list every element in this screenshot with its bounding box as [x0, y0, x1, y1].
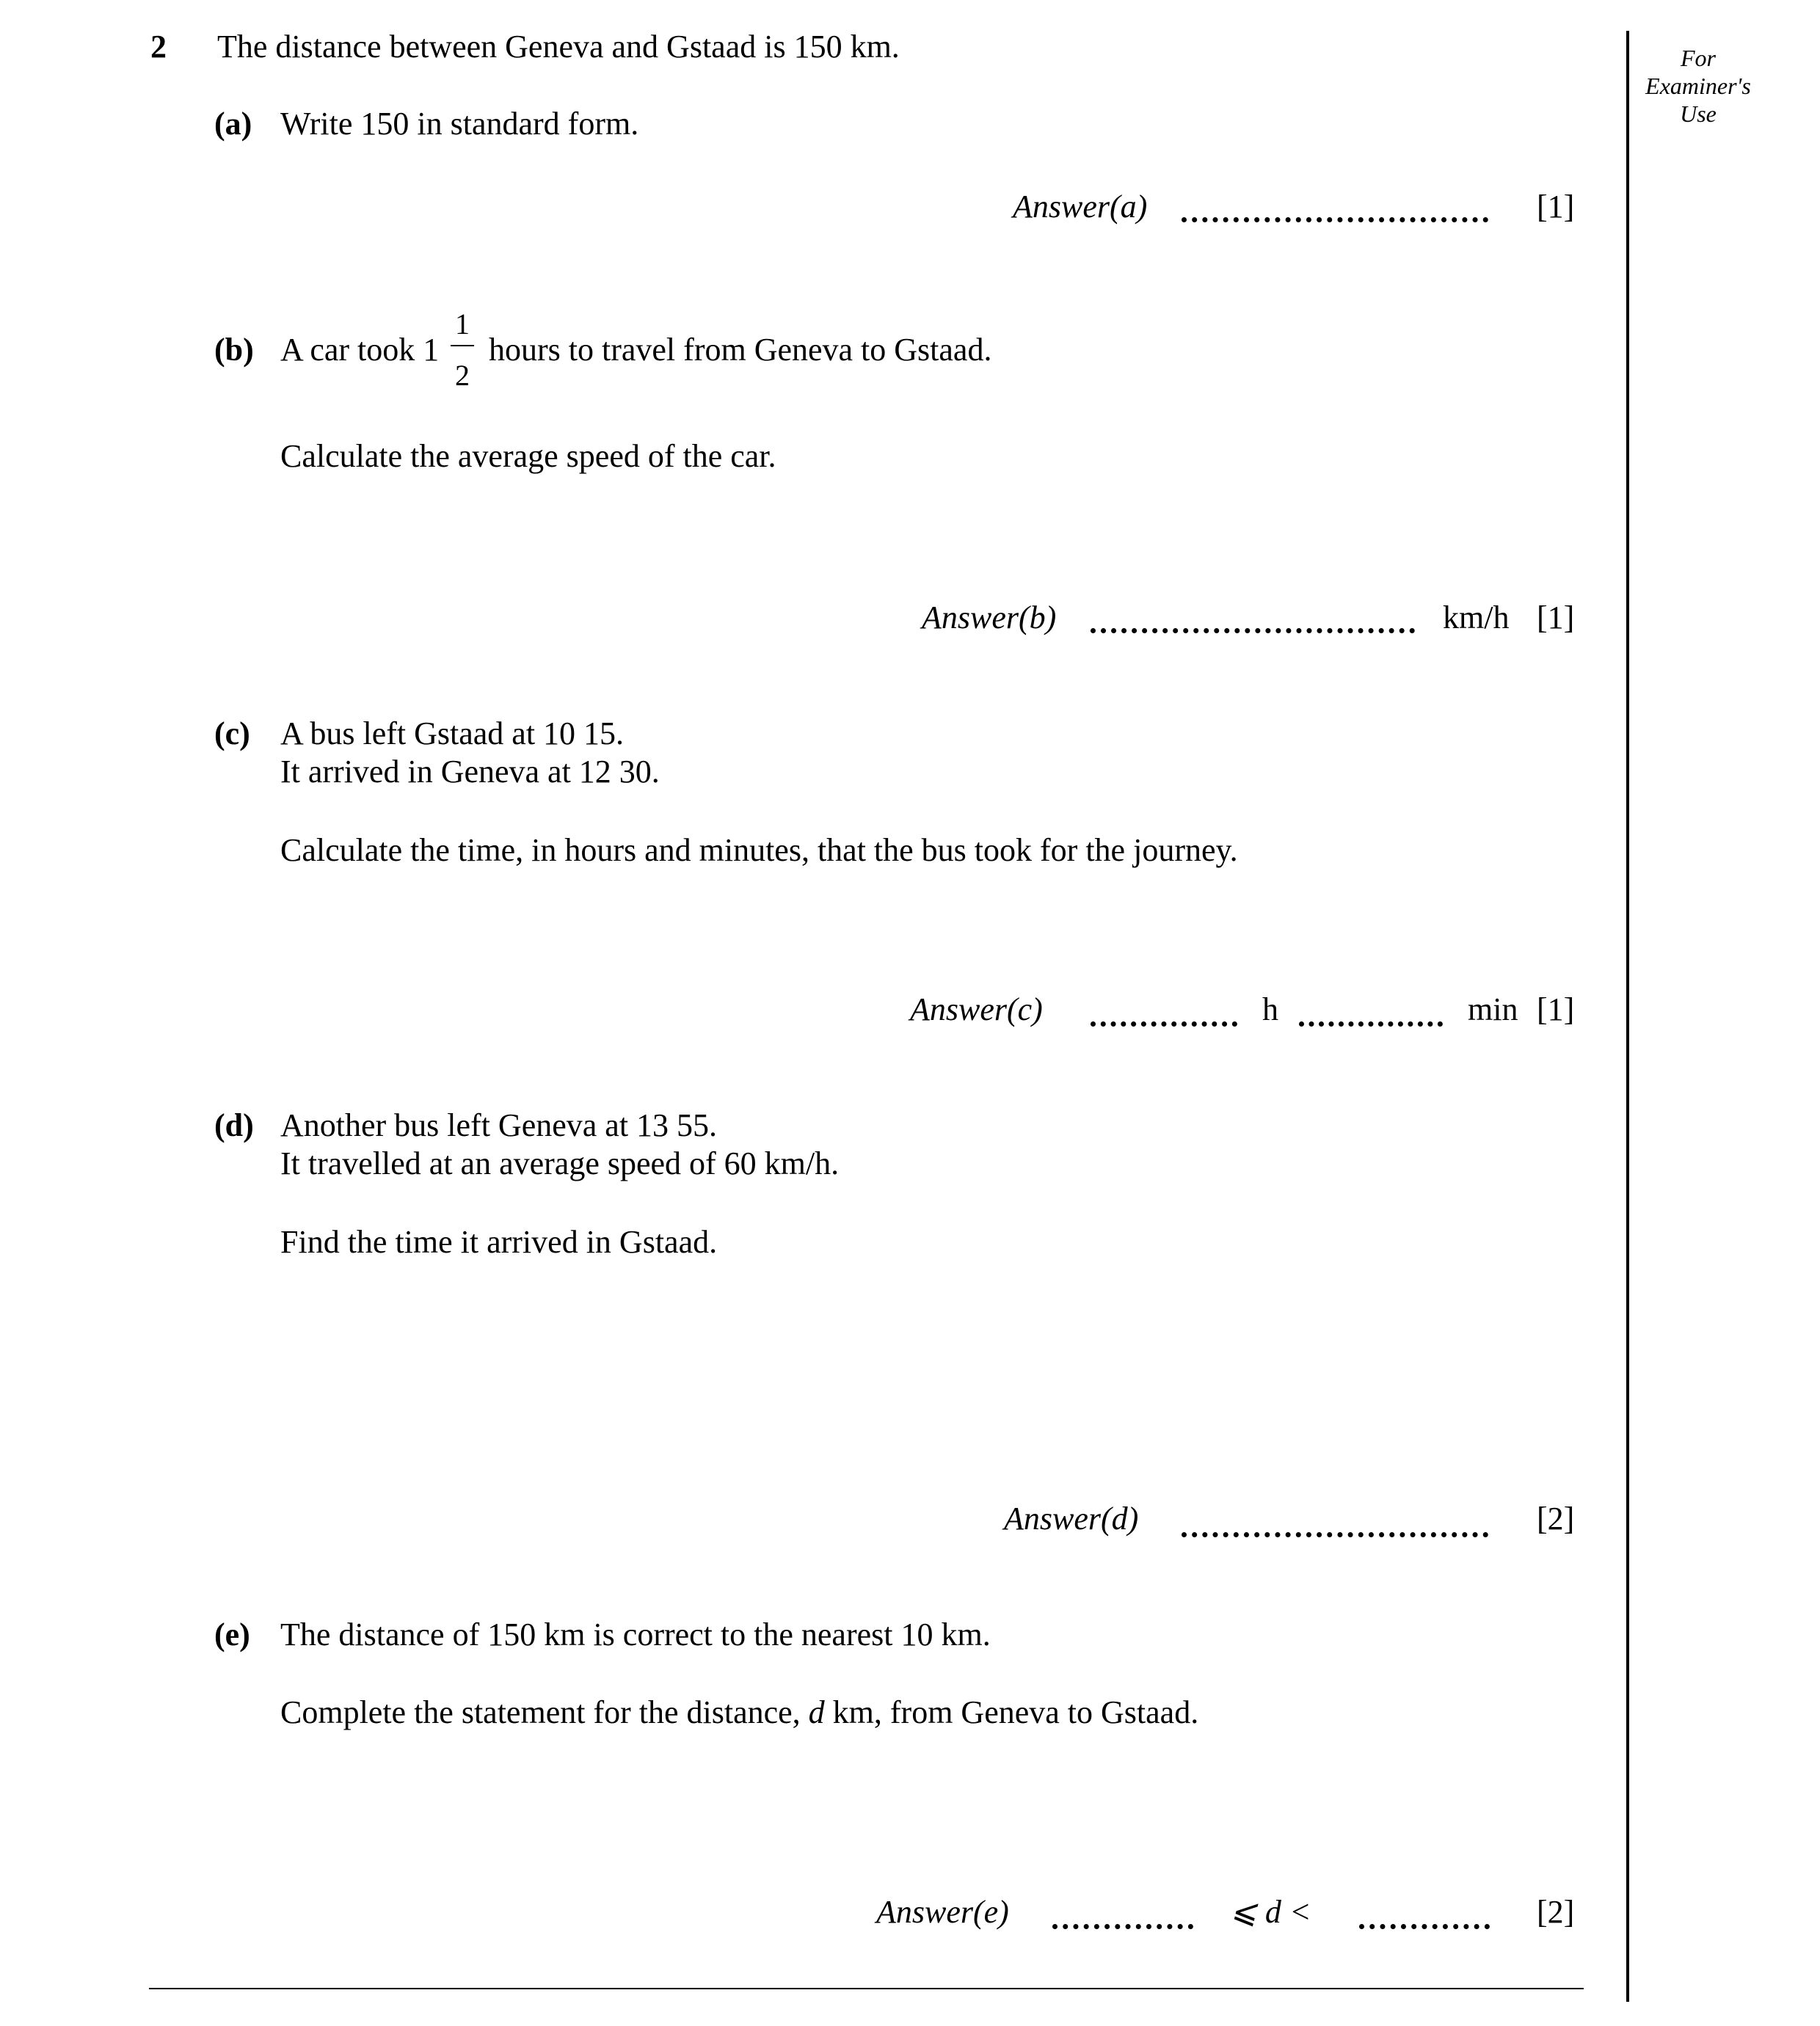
part-c-line-1: A bus left Gstaad at 10 15. [280, 715, 625, 751]
answer-d-label: Answer(d) [1004, 1501, 1139, 1537]
part-b-fraction-numerator: 1 [455, 307, 470, 340]
answer-c-label: Answer(c) [910, 991, 1043, 1027]
question-stem: The distance between Geneva and Gstaad is 150 km. [217, 29, 900, 65]
part-c-marks: [1] [1537, 991, 1575, 1027]
part-d-instruction: Find the time it arrived in Gstaad. [280, 1224, 718, 1260]
part-d-line-1: Another bus left Geneva at 13 55. [280, 1107, 718, 1143]
question-number: 2 [150, 29, 167, 65]
part-e-marks: [2] [1537, 1894, 1575, 1930]
part-d-line-2: It travelled at an average speed of 60 km/h. [280, 1145, 840, 1181]
bottom-rule [149, 1988, 1584, 1989]
part-e-text: The distance of 150 km is correct to the nearest 10 km. [280, 1617, 991, 1652]
examiner-margin-rule [1626, 31, 1629, 2002]
part-b-fraction-denominator: 2 [455, 359, 470, 392]
part-e-instruction-after: km, from Geneva to Gstaad. [824, 1694, 1199, 1730]
part-e-instruction [280, 1694, 1199, 1730]
part-b-label: (b) [214, 332, 254, 368]
answer-a-field[interactable] [1182, 217, 1488, 222]
part-e-label: (e) [214, 1617, 250, 1652]
part-b-unit: km/h [1443, 600, 1510, 635]
part-c-unit-h: h [1262, 991, 1278, 1027]
examiner-line-1: For [1681, 45, 1716, 71]
part-b-marks: [1] [1537, 600, 1575, 635]
part-b-text-after: hours to travel from Geneva to Gstaad. [489, 332, 992, 368]
part-c-instruction: Calculate the time, in hours and minutes, that the bus took for the journey. [280, 832, 1238, 868]
answer-e-lower-bound-field[interactable] [1052, 1924, 1193, 1929]
part-c-label: (c) [214, 715, 250, 751]
part-e-variable-d: d [808, 1694, 825, 1730]
part-c-unit-min: min [1468, 991, 1518, 1027]
part-e-inequality: ⩽ d < [1230, 1894, 1311, 1930]
answer-e-upper-bound-field[interactable] [1359, 1924, 1490, 1929]
answer-a-label: Answer(a) [1013, 189, 1148, 225]
part-d-marks: [2] [1537, 1501, 1575, 1537]
part-d-label: (d) [214, 1107, 254, 1143]
part-b-fraction-bar [451, 345, 474, 346]
part-a-marks: [1] [1537, 189, 1575, 225]
part-a-text: Write 150 in standard form. [280, 106, 639, 142]
part-b-instruction: Calculate the average speed of the car. [280, 438, 776, 474]
examiner-line-2: Examiner's [1645, 73, 1751, 99]
part-c-line-2: It arrived in Geneva at 12 30. [280, 754, 660, 790]
answer-e-label: Answer(e) [876, 1894, 1009, 1930]
examiner-use-label [1629, 44, 1767, 128]
answer-c-hours-field[interactable] [1091, 1021, 1237, 1027]
part-b-text-before: A car took 1 [280, 332, 440, 368]
part-e-instruction-before: Complete the statement for the distance, [280, 1694, 809, 1730]
answer-b-field[interactable] [1091, 628, 1415, 633]
answer-c-minutes-field[interactable] [1299, 1021, 1443, 1027]
answer-b-label: Answer(b) [922, 600, 1057, 635]
answer-d-field[interactable] [1182, 1532, 1488, 1537]
examiner-line-3: Use [1680, 101, 1717, 127]
part-a-label: (a) [214, 106, 252, 142]
